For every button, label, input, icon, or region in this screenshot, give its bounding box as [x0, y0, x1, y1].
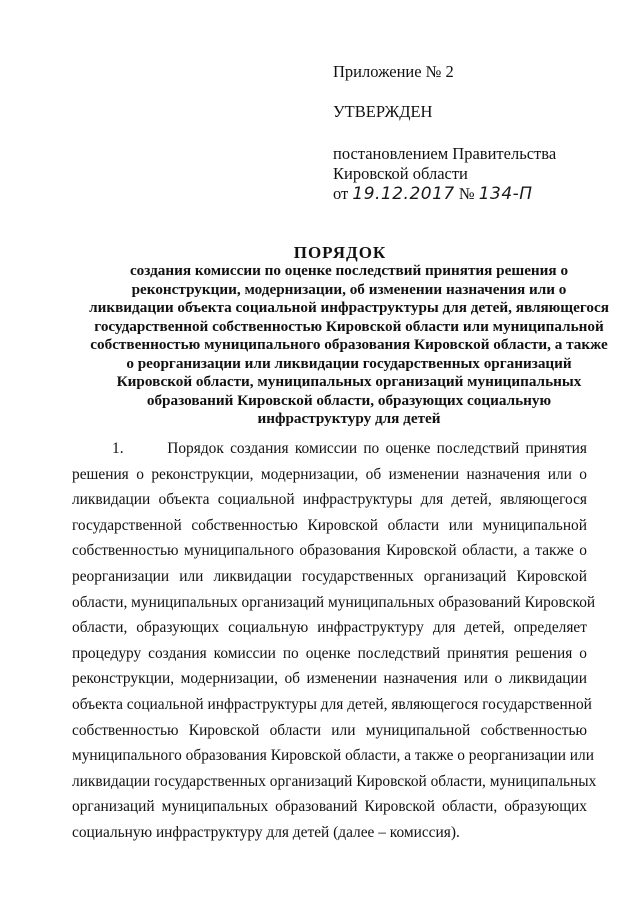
paragraph-line: 1. Порядок создания комиссии по оценке последствий принятия — [112, 440, 588, 457]
subtitle-line: инфраструктуру для детей — [257, 410, 441, 427]
approved-label: УТВЕРЖДЕН — [333, 102, 433, 121]
decree-date-line — [333, 184, 623, 204]
paragraph-line: муниципального образования Кировской области, а также о реорганизации или — [72, 747, 594, 765]
paragraph-line: области, муниципальных организаций муниципальных образований Кировской — [72, 593, 596, 611]
decree-number: 134-П — [478, 184, 533, 204]
paragraph-line: государственной собственностью Кировской области или муниципальной — [72, 516, 587, 534]
paragraph-line: реорганизации или ликвидации государственных организаций Кировской — [72, 567, 587, 585]
approval-block — [333, 62, 623, 204]
decree-date: 19.12.2017 — [352, 184, 455, 204]
paragraph-1 — [72, 436, 597, 846]
subtitle-line: образований Кировской области, образующих социальную — [146, 391, 552, 409]
paragraph-number: 1. — [112, 440, 124, 457]
approved-by-line2: Кировской области — [333, 164, 468, 183]
paragraph-line: области, образующих социальную инфраструктуру для детей, определяет — [72, 619, 587, 637]
subtitle-line: собственностью муниципального образования Кировской области, а также — [90, 336, 608, 353]
paragraph-line: процедуру создания комиссии по оценке последствий принятия решения о — [72, 644, 587, 662]
appendix-label: Приложение № 2 — [333, 62, 454, 81]
paragraph-line: объекта социальной инфраструктуры для детей, являющегося государственной — [72, 695, 592, 713]
paragraph-line: социальную инфраструктуру для детей (далее – комиссия). — [72, 823, 460, 841]
paragraph-line: организаций муниципальных образований Кировской области, образующих — [72, 798, 587, 816]
subtitle-line: создания комиссии по оценке последствий принятия решения о — [129, 262, 569, 279]
date-prefix: от — [333, 184, 349, 203]
subtitle-line: ликвидации объекта социальной инфраструктуры для детей, являющегося — [89, 299, 609, 316]
paragraph-line: ликвидации государственных организаций Кировской области, муниципальных — [72, 772, 597, 790]
subtitle-line: реконструкции, модернизации, об изменении назначения или о — [131, 280, 567, 298]
subtitle-line: о реорганизации или ликвидации государственных организаций — [126, 354, 572, 372]
paragraph-line: собственностью муниципального образования Кировской области, а также о — [72, 542, 587, 560]
subtitle-line: государственной собственностью Кировской области или муниципальной — [94, 317, 604, 335]
paragraph-line: решения о реконструкции, модернизации, об изменении назначения или о — [72, 465, 587, 483]
number-sign: № — [458, 184, 475, 203]
subtitle-line: Кировской области, муниципальных организаций муниципальных — [116, 373, 582, 390]
document-subtitle — [60, 262, 638, 429]
paragraph-line: ликвидации объекта социальной инфраструктуры для детей, являющегося — [72, 491, 587, 509]
approved-by-line1: постановлением Правительства — [333, 144, 557, 163]
paragraph-line: собственностью Кировской области или муниципальной собственностью — [72, 721, 587, 739]
document-title: ПОРЯДОК — [293, 243, 387, 262]
paragraph-line: реконструкции, модернизации, об изменении назначения или о ликвидации — [72, 670, 587, 688]
